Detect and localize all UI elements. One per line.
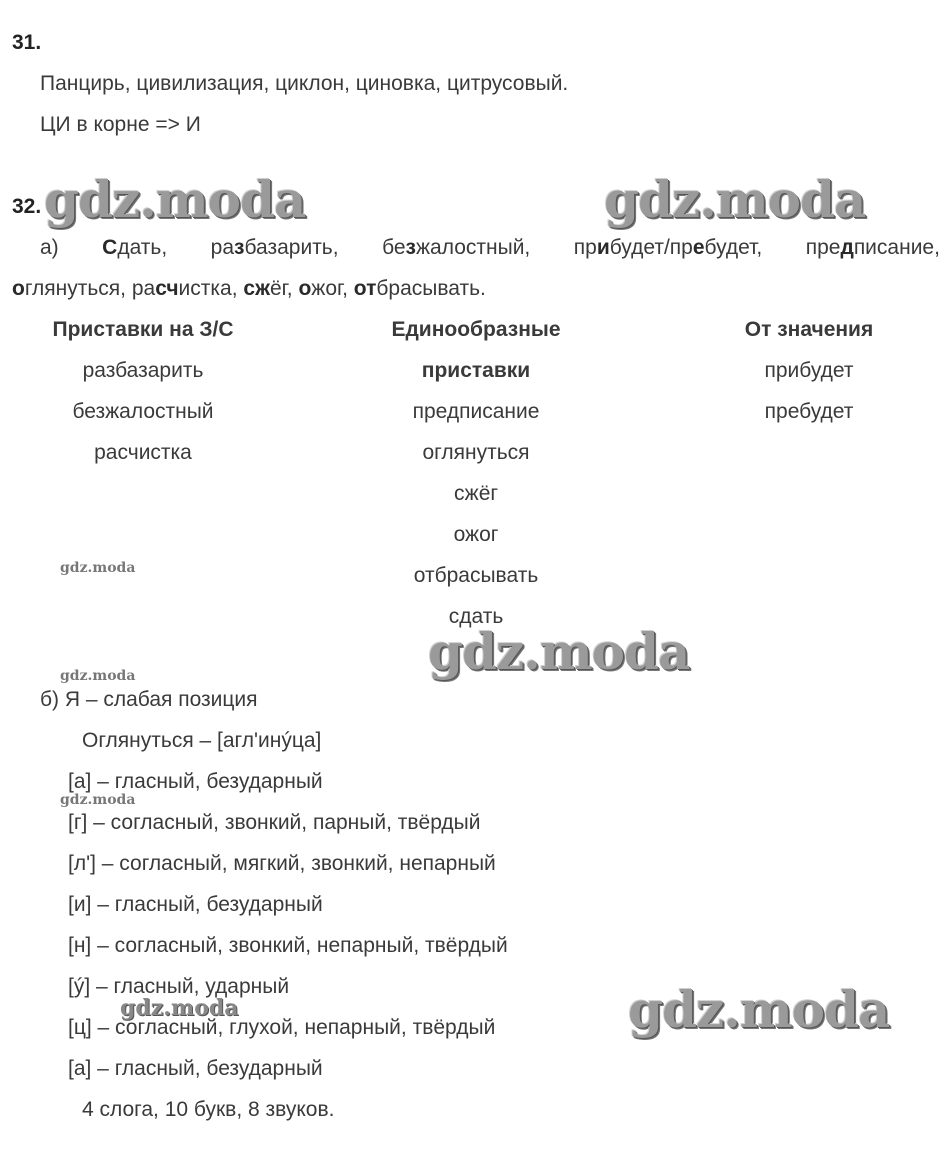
col3-item: прибудет	[764, 359, 854, 382]
col3-item: пребудет	[764, 400, 854, 423]
sound-line: [л'] – согласный, мягкий, звонкий, непарный	[68, 852, 496, 875]
col1-item: разбазарить	[82, 359, 204, 382]
exercise-31-number: 31.	[12, 31, 42, 54]
word-token	[574, 235, 763, 260]
watermark-logo: gdz.moda	[428, 622, 690, 681]
column-header-by-meaning: От значения	[744, 318, 874, 341]
sound-line: [н] – согласный, звонкий, непарный, твёрдый	[68, 934, 508, 957]
word-token: счистка,	[155, 277, 244, 300]
sound-line: [ý] – гласный, ударный	[68, 975, 290, 998]
exercise-32b-title: б) Я – слабая позиция	[40, 688, 258, 711]
sound-line: [ц] – согласный, глухой, непарный, твёрдый	[68, 1016, 496, 1039]
word-part: ебудет,	[692, 236, 763, 259]
exercise-32a-line-1	[40, 235, 940, 260]
col2-item: сдать	[448, 605, 504, 628]
watermark-logo: gdz.moda	[60, 668, 136, 684]
col2-item: отбрасывать	[413, 564, 539, 587]
col2-item: сжёг	[453, 482, 499, 505]
word-token: отбрасывать.	[353, 277, 486, 300]
col2-item: ожог	[453, 523, 499, 546]
column-header-uniform: Единообразные	[391, 318, 561, 341]
word-token: сжёг,	[243, 277, 299, 300]
watermark-logo: gdz.moda	[60, 560, 136, 576]
word-token: безжалостный,	[382, 236, 531, 259]
word-token: предписание,	[805, 236, 940, 259]
col1-item: расчистка	[94, 441, 192, 464]
transcription: Оглянуться – [агл'инýца]	[82, 729, 322, 752]
exercise-32a-line-2	[12, 276, 486, 301]
watermark-logo: gdz.moda	[60, 792, 136, 808]
exercise-31-rule: ЦИ в корне => И	[40, 113, 201, 136]
word-token: Сдать,	[102, 236, 168, 259]
exercise-31-words: Панцирь, цивилизация, циклон, циновка, цитрусовый.	[40, 72, 569, 95]
watermark-logo: gdz.moda	[120, 995, 239, 1021]
col2-item: оглянуться	[422, 441, 530, 464]
column-header-prefixes-zs: Приставки на З/С	[52, 318, 234, 341]
sound-line: [а] – гласный, безударный	[68, 1057, 323, 1080]
word-token: ожог,	[298, 277, 354, 300]
sound-line: [а] – гласный, безударный	[68, 770, 323, 793]
sound-line: [и] – гласный, безударный	[68, 893, 323, 916]
word-token: а)	[40, 236, 59, 259]
column-header-uniform-line2: приставки	[421, 359, 531, 382]
col1-item: безжалостный	[72, 400, 214, 423]
word-token: оглянуться, ра	[12, 277, 156, 300]
watermark-logo: gdz.moda	[44, 170, 306, 229]
watermark-logo: gdz.moda	[628, 980, 890, 1039]
word-part: прибудет/пр	[573, 236, 693, 259]
word-token: разбазарить,	[210, 236, 339, 259]
summary: 4 слога, 10 букв, 8 звуков.	[82, 1098, 335, 1121]
watermark-logo: gdz.moda	[604, 170, 866, 229]
sound-line: [г] – согласный, звонкий, парный, твёрдый	[68, 811, 481, 834]
exercise-32-number: 32.	[12, 195, 42, 218]
col2-item: предписание	[412, 400, 540, 423]
